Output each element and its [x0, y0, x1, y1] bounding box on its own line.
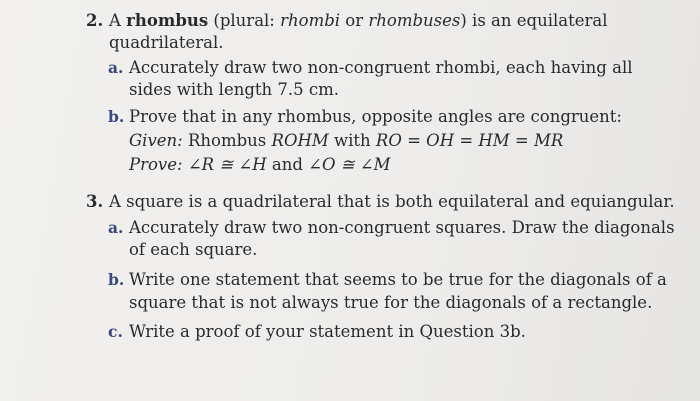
- prove-label: Prove:: [129, 155, 183, 174]
- question-2a-line2: sides with length 7.5 cm.: [129, 80, 340, 99]
- question-2-intro: [109, 11, 607, 31]
- q2-text: (plural:: [208, 11, 281, 30]
- prove-text: and: [266, 155, 309, 174]
- prove-angles-o-m: ∠O ≅ ∠M: [308, 155, 391, 174]
- given-text: with: [328, 131, 376, 150]
- question-2b-given: [129, 131, 563, 151]
- question-3c-line1: Write a proof of your statement in Question 3b.: [129, 322, 526, 341]
- given-equation: RO = OH = HM = MR: [375, 131, 564, 150]
- q2-term-rhombus: rhombus: [126, 11, 209, 30]
- question-3-intro: A square is a quadrilateral that is both equilateral and equiangular.: [109, 192, 675, 211]
- q2-term-rhombuses: rhombuses: [368, 11, 461, 30]
- q2-term-rhombi: rhombi: [280, 11, 341, 30]
- question-3-number: 3.: [86, 192, 104, 211]
- q2-text: or: [340, 11, 369, 30]
- question-2a-line1: Accurately draw two non-congruent rhombi, each having all: [129, 58, 633, 77]
- prove-angles-r-h: ∠R ≅ ∠H: [182, 155, 267, 174]
- given-label: Given:: [129, 131, 183, 150]
- question-3a-label: a.: [108, 218, 124, 237]
- given-rhombus-name: ROHM: [271, 131, 329, 150]
- question-2b-prove: [129, 155, 391, 175]
- question-2-number: 2.: [86, 11, 104, 30]
- question-2a-label: a.: [108, 58, 124, 77]
- question-2-intro-line2: quadrilateral.: [109, 33, 224, 52]
- given-text: Rhombus: [182, 131, 272, 150]
- question-3c-label: c.: [108, 322, 123, 341]
- question-3a-line2: of each square.: [129, 240, 258, 259]
- q2-text: A: [109, 11, 127, 30]
- question-3b-line2: square that is not always true for the diagonals of a rectangle.: [129, 293, 653, 312]
- question-3b-label: b.: [108, 270, 125, 289]
- question-3b-line1: Write one statement that seems to be true for the diagonals of a: [129, 270, 667, 289]
- question-3a-line1: Accurately draw two non-congruent squares. Draw the diagonals: [129, 218, 675, 237]
- question-2b-label: b.: [108, 107, 125, 126]
- question-2b-line1: Prove that in any rhombus, opposite angles are congruent:: [129, 107, 622, 126]
- q2-text: ) is an equilateral: [460, 11, 608, 30]
